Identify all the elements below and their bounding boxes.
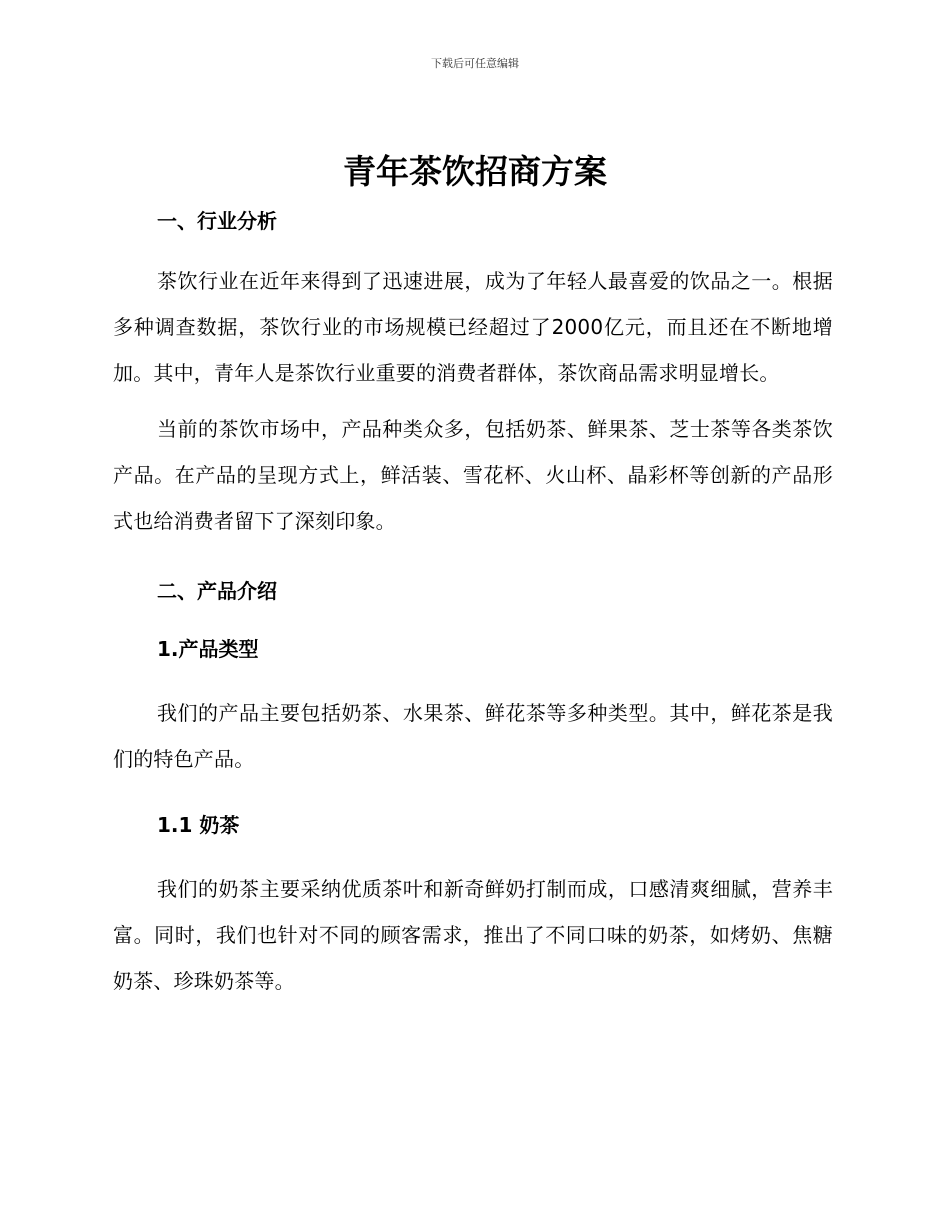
section-heading-industry-analysis: 一、行业分析 <box>157 209 277 233</box>
subsection-heading-milk-tea: 1.1 奶茶 <box>157 813 240 837</box>
section-heading-product-intro: 二、产品介绍 <box>157 579 277 603</box>
header-note: 下载后可任意编辑 <box>431 57 519 70</box>
document-title: 青年茶饮招商方案 <box>343 152 607 191</box>
paragraph-industry-overview: 茶饮行业在近年来得到了迅速进展，成为了年轻人最喜爱的饮品之一。根据多种调查数据，茶饮行业的市场规模已经超过了2000亿元，而且还在不断地增加。其中，青年人是茶饮行业重要的消费者群体，茶饮商品需求明显增长。 <box>113 269 833 385</box>
paragraph-market-products: 当前的茶饮市场中，产品种类众多，包括奶茶、鲜果茶、芝士茶等各类茶饮产品。在产品的呈现方式上，鲜活装、雪花杯、火山杯、晶彩杯等创新的产品形式也给消费者留下了深刻印象。 <box>113 417 833 533</box>
subsection-heading-product-types: 1.产品类型 <box>157 637 259 661</box>
paragraph-milk-tea: 我们的奶茶主要采纳优质茶叶和新奇鲜奶打制而成，口感清爽细腻，营养丰富。同时，我们也针对不同的顾客需求，推出了不同口味的奶茶，如烤奶、焦糖奶茶、珍珠奶茶等。 <box>113 877 833 993</box>
paragraph-product-types: 我们的产品主要包括奶茶、水果茶、鲜花茶等多种类型。其中，鲜花茶是我们的特色产品。 <box>113 701 833 771</box>
document-body <box>113 206 833 1004</box>
